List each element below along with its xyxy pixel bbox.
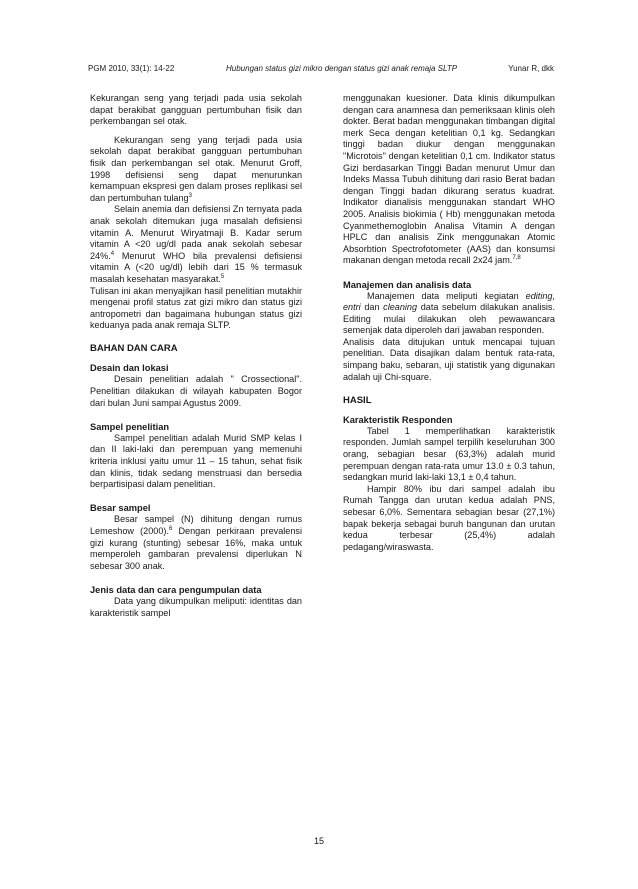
citation-marker: 6 xyxy=(168,525,173,532)
besar-sampel-paragraph: Besar sampel (N) dihitung dengan rumus Lemeshow (2000).$^6$ Dengan perkiraan prevalensi gizi kurang (stunting) sebesar 16%, maka untuk memperoleh gambaran prevalensi diperlukan N sebesar 300 anak. xyxy=(90,514,302,571)
section-heading-bahan-dan-cara: BAHAN DAN CARA xyxy=(90,343,178,355)
subheading-jenis-data: Jenis data dan cara pengumpulan data xyxy=(90,584,262,595)
left-column xyxy=(90,93,302,619)
subheading-karakteristik: Karakteristik Responden xyxy=(343,414,453,425)
jenis-data-paragraph: Data yang dikumpulkan meliputi: identitas dan karakteristik sampel xyxy=(90,595,302,618)
intro-paragraph-2: Kekurangan seng yang terjadi pada usia sekolah dapat berakibat gangguan pertumbuhan fisik dan perkembangan sel otak. Menurut Groff, 1998 defisiensi seng dapat menurunkan kemampuan ekspresi gen dalam proses replikasi sel dan pertumbuhan tulang$^3$ xyxy=(90,134,302,203)
subheading-desain: Desain dan lokasi xyxy=(90,363,169,374)
sampel-paragraph: Sampel penelitian adalah Murid SMP kelas I dan II laki-laki dan perempuan yang memenuhi kriteria inklusi yaitu umur 11 – 15 tahun, sehat fisik dan klinis, tidak sedang menstruasi dan bersedia berpartisipasi dalam penelitian. xyxy=(90,432,302,490)
running-header xyxy=(88,64,554,78)
karakteristik-paragraph: Tabel 1 memperlihatkan karakteristik responden. Jumlah sampel terpilih keseluruhan 300 orang, sebagian besar (63,3%) adalah murid perempuan dengan rata-rata umur 13.0 ± 0.3 tahun, sedangkan murid laki-laki 13,1 ± 0,4 tahun. xyxy=(343,425,555,483)
running-title: Hubungan status gizi mikro dengan status gizi anak remaja SLTP xyxy=(226,64,458,73)
citation-marker: 5 xyxy=(220,273,225,280)
author-short: Yunar R, dkk xyxy=(508,64,554,73)
subheading-besar-sampel: Besar sampel xyxy=(90,503,151,514)
intro-paragraph-3: Selain anemia dan defisiensi Zn ternyata pada anak sekolah ditemukan juga masalah defisiensi vitamin A. Menurut Wiryatmaji B. Kadar serum vitamin A <20 ug/dl pada anak sekolah sebesar 24%.$^4$ Menurut WHO bila prevalensi defisiensi vitamin A (<20 ug/dl) lebih dari 15 % termasuk masalah kesehatan masyarakat.$^5$ xyxy=(90,204,302,284)
desain-paragraph: Desain penelitian adalah " Crossectional". Penelitian dilakukan di wilayah kabupaten Bogor dari bulan Juni sampai Agustus 2009. xyxy=(90,374,302,408)
citation-marker: 3 xyxy=(188,192,192,199)
methods-paragraph: menggunakan kuesioner. Data klinis dikumpulkan dengan cara anamnesa dan pemeriksaan klinis oleh dokter. Berat badan menggunakan timbangan digital merk Seca dengan ketelitian 0,1 kg. Sedangkan tinggi badan diukur dengan menggunakan "Microtois" dengan ketelitian 0,1 cm. Indikator status Gizi berdasarkan Tinggi Badan menurut Umur dan Indeks Massa Tubuh dihitung dari rasio Berat badan dengan Tinggi badan dikurang seratus kuadrat. Indikator dianalisis menggunakan standart WHO 2005. Analisis biokimia ( Hb) menggunakan metoda Cyanmethemoglobin Analisa Vitamin A dengan HPLC dan analisis Zink menggunakan Atomic Absorbtion Spectrofotometer (AAS) dan konsumsi makanan dengan metoda recall 2x24 jam.$^{7,8}$ xyxy=(343,93,555,266)
journal-citation: PGM 2010, 33(1): 14-22 xyxy=(88,64,175,73)
citation-marker: 4 xyxy=(110,250,115,257)
subheading-sampel: Sampel penelitian xyxy=(90,421,170,432)
subheading-manajemen: Manajemen dan analisis data xyxy=(343,279,472,290)
citation-marker: 7,8 xyxy=(512,255,521,262)
intro-paragraph-1: Kekurangan seng yang terjadi pada usia sekolah dapat berakibat gangguan pertumbuhan fisik dan perkembangan sel otak. xyxy=(90,93,302,127)
intro-paragraph-4: Tulisan ini akan menyajikan hasil penelitian mutakhir mengenai profil status zat gizi mikro dan status gizi antropometri dan bagaimana hubungan status gizi keduanya pada anak remaja SLTP. xyxy=(90,285,302,331)
page-number: 15 xyxy=(313,836,324,846)
section-heading-hasil: HASIL xyxy=(343,394,372,406)
hampir-paragraph: Hampir 80% ibu dari sampel adalah ibu Rumah Tangga dan urutan kedua adalah PNS, sebesar 6,0%. Sementara sebagian besar (27,1%) bapak bekerja sebagai buruh bangunan dan urutan kedua terbesar (25,4%) adalah pedagang/wiraswasta. xyxy=(343,483,555,552)
manajemen-paragraph: Manajemen data meliputi kegiatan editing, entri dan cleaning data sebelum dilakukan analisis. Editing mulai dilakukan oleh pewawancara semenjak data diperoleh dari jawaban responden. xyxy=(343,290,555,336)
right-column xyxy=(343,93,555,553)
analisis-paragraph: Analisis data ditujukan untuk mencapai tujuan penelitian. Data disajikan dalam bentuk rata-rata, simpang baku, sebaran, uji statistik yang digunakan adalah uji Chi-square. xyxy=(343,336,555,382)
